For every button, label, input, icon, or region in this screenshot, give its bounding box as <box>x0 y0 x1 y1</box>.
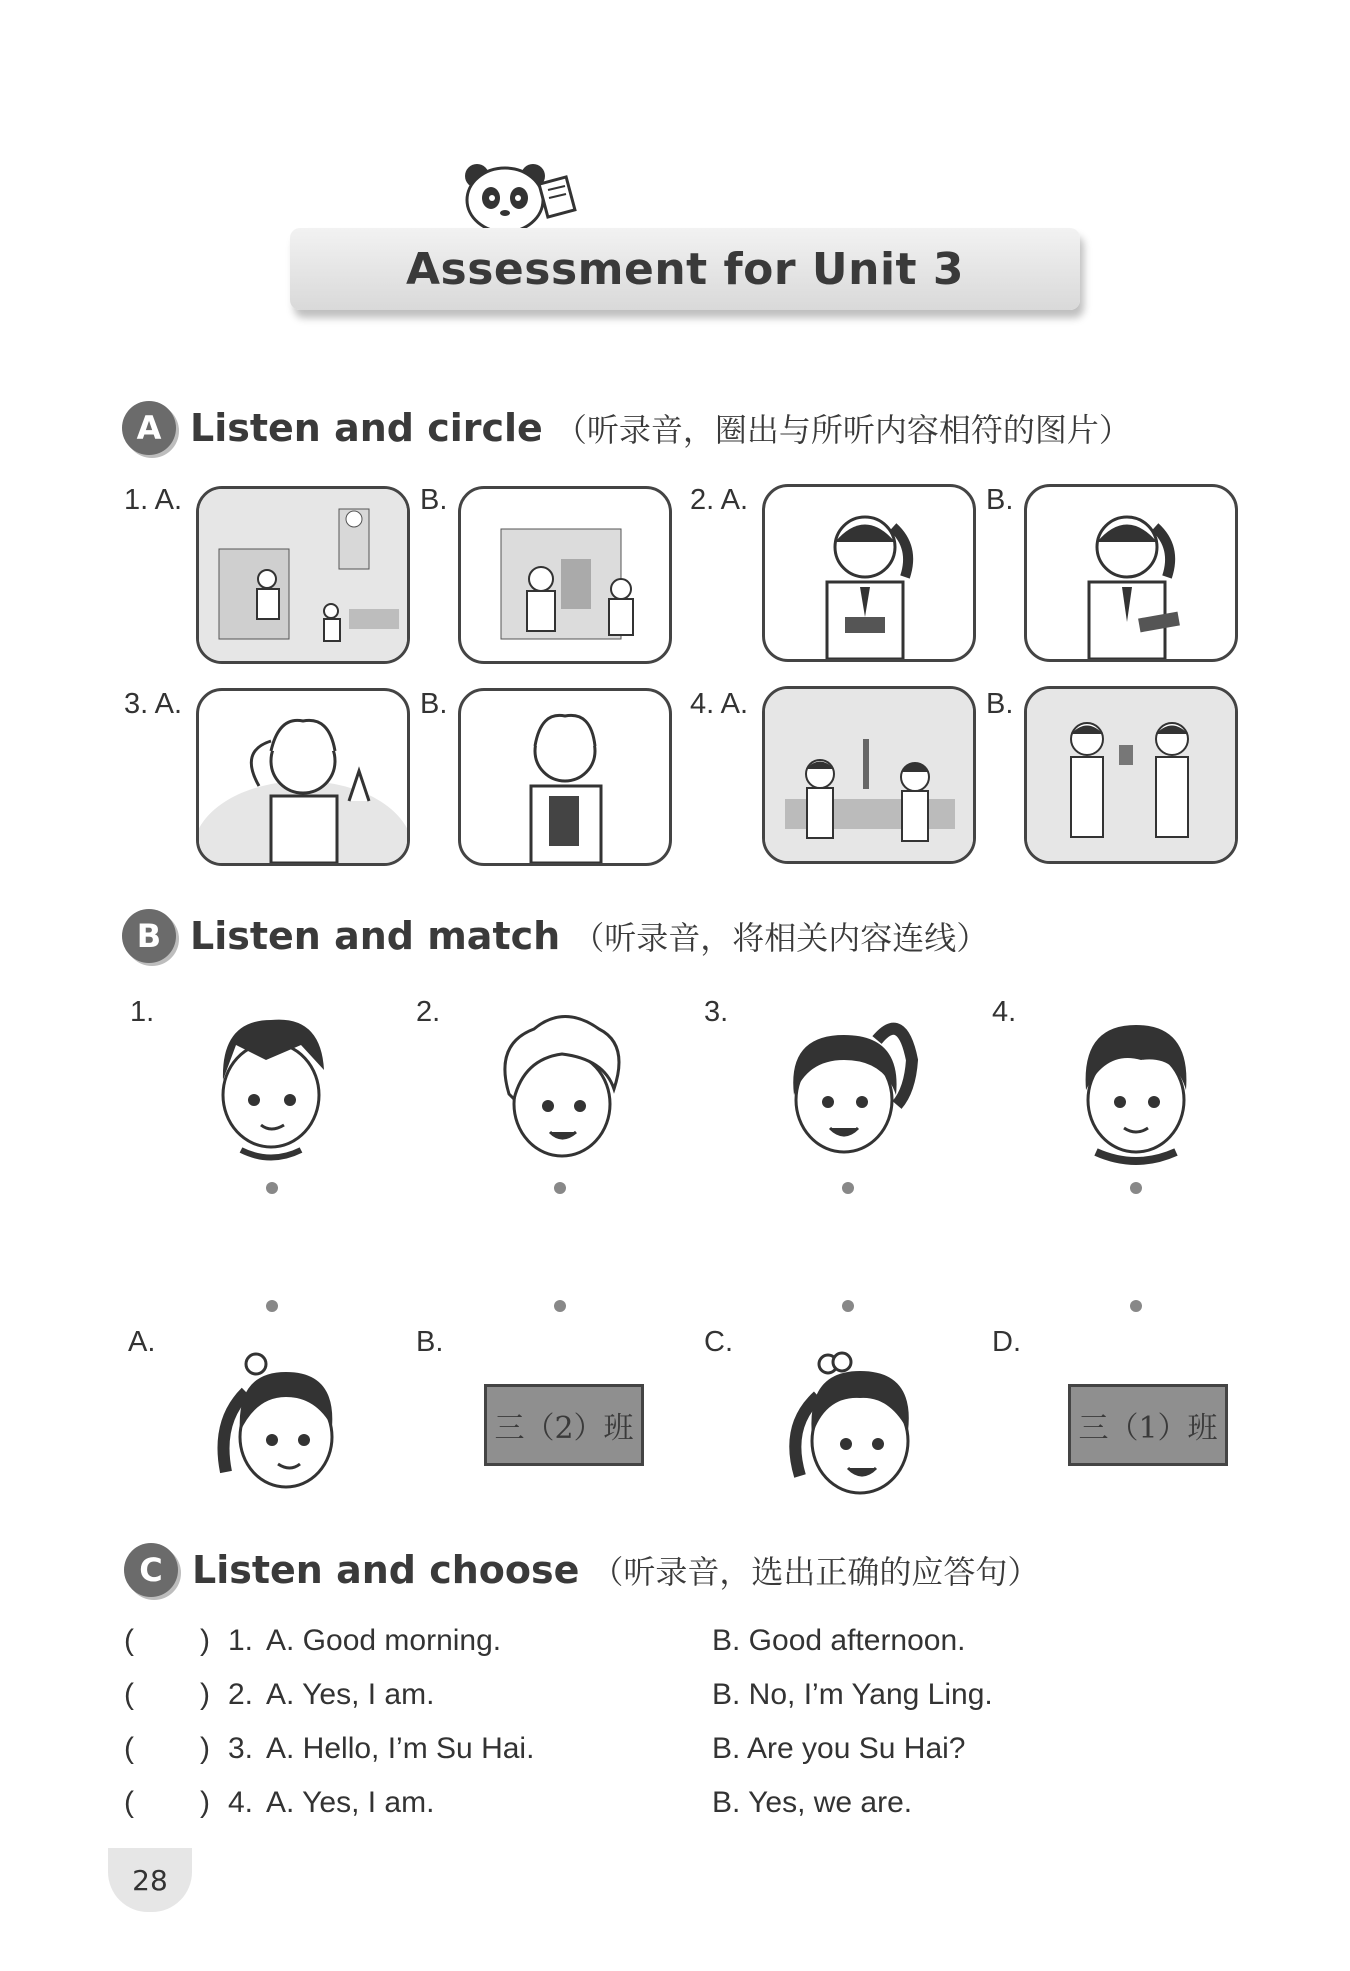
option-a[interactable]: A. Yes, I am. <box>266 1786 435 1819</box>
answer-paren-open[interactable]: ( <box>124 1624 134 1657</box>
q1-a-picture[interactable] <box>196 486 410 664</box>
q1-b-picture[interactable] <box>458 486 672 664</box>
face-boy-curly-hair <box>484 1004 634 1174</box>
class-sign-3-1: 三（1）班 <box>1068 1384 1228 1466</box>
question-number: 2. <box>228 1678 254 1711</box>
q4-a-picture[interactable] <box>762 686 976 864</box>
section-b-title: Listen and match <box>190 914 561 958</box>
match-dot-top-3[interactable] <box>842 1182 854 1194</box>
q3-a-label: 3. A. <box>124 688 183 720</box>
section-b-header <box>122 908 988 964</box>
answer-paren-open[interactable]: ( <box>124 1732 134 1765</box>
section-a-header <box>122 400 1131 456</box>
match-dot-bottom-a[interactable] <box>266 1300 278 1312</box>
choose-row-2 <box>124 1678 1224 1712</box>
option-a[interactable]: A. Good morning. <box>266 1624 502 1657</box>
q3-b-picture[interactable] <box>458 688 672 866</box>
match-dot-bottom-d[interactable] <box>1130 1300 1142 1312</box>
section-b-badge: B <box>122 909 176 963</box>
q2-a-picture[interactable] <box>762 484 976 662</box>
match-top-label-2: 2. <box>416 996 441 1028</box>
match-top-label-1: 1. <box>130 996 155 1028</box>
option-b[interactable]: B. Good afternoon. <box>712 1624 966 1657</box>
q2-a-label: 2. A. <box>690 484 749 516</box>
section-b-instruction: （听录音，将相关内容连线） <box>572 919 989 957</box>
q1-a-label: 1. A. <box>124 484 183 516</box>
option-b[interactable]: B. Are you Su Hai? <box>712 1732 966 1765</box>
face-girl-bow <box>206 1342 356 1502</box>
answer-paren-close: ) <box>200 1732 210 1765</box>
match-bottom-label-a: A. <box>128 1326 156 1358</box>
section-c-instruction: （听录音，选出正确的应答句） <box>591 1553 1040 1591</box>
match-top-label-3: 3. <box>704 996 729 1028</box>
page-number-text: 28 <box>132 1863 168 1897</box>
title-banner <box>290 228 1080 310</box>
question-number: 4. <box>228 1786 254 1819</box>
question-number: 1. <box>228 1624 254 1657</box>
answer-paren-close: ) <box>200 1678 210 1711</box>
section-a-instruction: （听录音，圈出与所听内容相符的图片） <box>554 411 1131 449</box>
option-a[interactable]: A. Hello, I’m Su Hai. <box>266 1732 535 1765</box>
face-boy-short-hair <box>1066 1000 1206 1170</box>
section-c-title: Listen and choose <box>192 1548 580 1592</box>
section-a-title: Listen and circle <box>190 406 543 450</box>
answer-paren-close: ) <box>200 1624 210 1657</box>
q3-b-label: B. <box>420 688 448 720</box>
answer-paren-open[interactable]: ( <box>124 1678 134 1711</box>
q3-a-picture[interactable] <box>196 688 410 866</box>
match-bottom-label-c: C. <box>704 1326 733 1358</box>
option-a[interactable]: A. Yes, I am. <box>266 1678 435 1711</box>
class-sign-3-2: 三（2）班 <box>484 1384 644 1466</box>
match-bottom-label-b: B. <box>416 1326 444 1358</box>
q2-b-picture[interactable] <box>1024 484 1238 662</box>
choose-row-1 <box>124 1624 1224 1658</box>
q1-b-label: B. <box>420 484 448 516</box>
face-girl-hairclip <box>770 1336 930 1506</box>
section-c-badge: C <box>124 1543 178 1597</box>
match-dot-top-1[interactable] <box>266 1182 278 1194</box>
match-dot-bottom-b[interactable] <box>554 1300 566 1312</box>
page-number <box>108 1848 192 1912</box>
face-boy-spiky-hair <box>206 1000 336 1170</box>
match-bottom-label-d: D. <box>992 1326 1021 1358</box>
choose-row-4 <box>124 1786 1224 1820</box>
question-number: 3. <box>228 1732 254 1765</box>
answer-paren-close: ) <box>200 1786 210 1819</box>
match-dot-bottom-c[interactable] <box>842 1300 854 1312</box>
q4-a-label: 4. A. <box>690 688 749 720</box>
q4-b-picture[interactable] <box>1024 686 1238 864</box>
section-c-header <box>124 1542 1039 1598</box>
match-top-label-4: 4. <box>992 996 1017 1028</box>
q4-b-label: B. <box>986 688 1014 720</box>
match-dot-top-2[interactable] <box>554 1182 566 1194</box>
q2-b-label: B. <box>986 484 1014 516</box>
answer-paren-open[interactable]: ( <box>124 1786 134 1819</box>
face-girl-ponytail <box>772 1000 922 1170</box>
section-a-badge: A <box>122 401 176 455</box>
option-b[interactable]: B. Yes, we are. <box>712 1786 913 1819</box>
option-b[interactable]: B. No, I’m Yang Ling. <box>712 1678 993 1711</box>
choose-row-3 <box>124 1732 1224 1766</box>
match-dot-top-4[interactable] <box>1130 1182 1142 1194</box>
page-title: Assessment for Unit 3 <box>405 243 964 295</box>
